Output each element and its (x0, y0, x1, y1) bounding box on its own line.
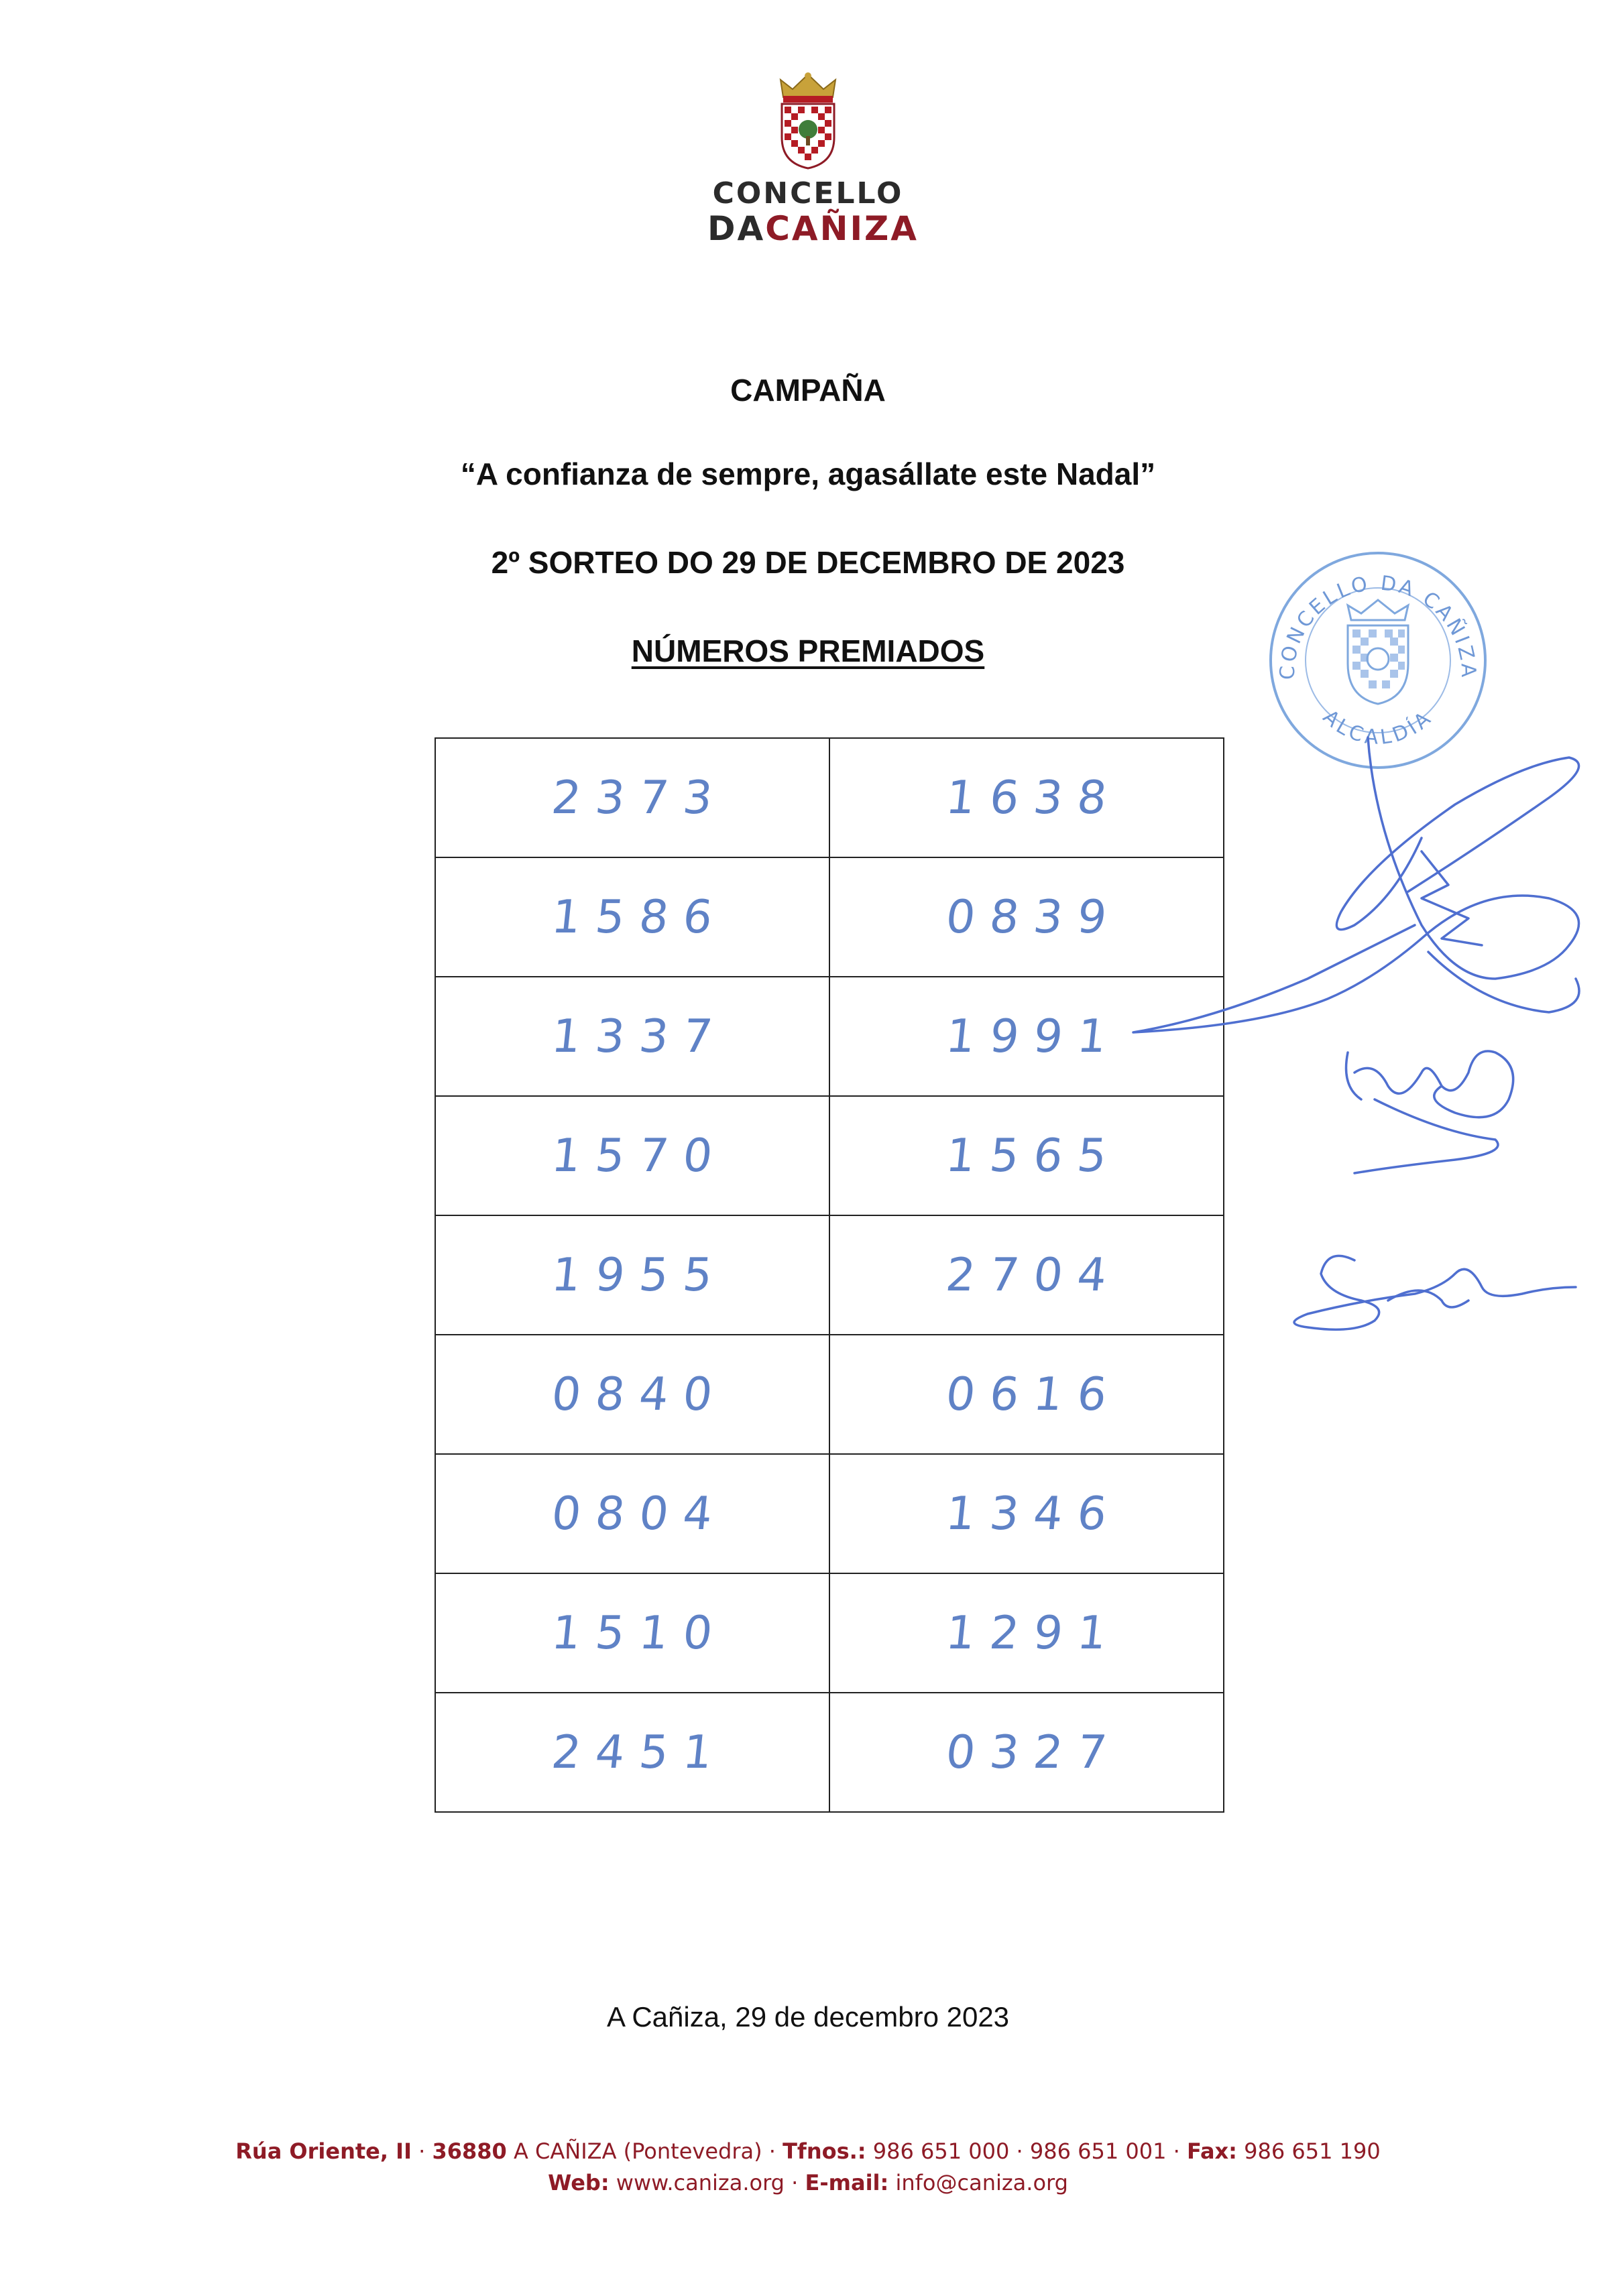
winning-number: 1346 (943, 1487, 1124, 1540)
signature-3 (1294, 1256, 1576, 1329)
table-row (435, 1215, 1224, 1335)
winning-number: 1570 (549, 1129, 730, 1183)
table-row (435, 1454, 1224, 1573)
footer-contact-line: Web: www.caniza.org · E-mail: info@caniza.org (548, 2170, 1068, 2195)
campaign-slogan: “A confianza de sempre, agasállate este Nadal” (460, 457, 1156, 491)
place-date: A Cañiza, 29 de decembro 2023 (606, 2001, 1010, 2033)
winning-number: 1991 (943, 1010, 1124, 1063)
campaign-title: CAMPAÑA (730, 373, 886, 408)
footer-phones: 986 651 000 · 986 651 001 (872, 2138, 1167, 2164)
logo-caniza-text: CAÑIZA (765, 209, 919, 248)
signature-1 (1133, 737, 1579, 1032)
footer-email-label: E-mail: (805, 2170, 889, 2195)
winning-number: 0839 (943, 890, 1124, 944)
footer-fax: 986 651 190 (1244, 2138, 1381, 2164)
table-row (435, 1693, 1224, 1812)
stamp-text-top: CONCELLO DA CAÑIZA (1275, 571, 1481, 680)
footer-web-label: Web: (548, 2170, 610, 2195)
coat-of-arms-icon (771, 70, 845, 171)
logo-name-text (707, 209, 919, 248)
winning-number: 2451 (549, 1726, 730, 1779)
winning-number-cell (435, 1335, 829, 1454)
footer-web-link[interactable]: www.caniza.org (616, 2170, 785, 2195)
concello-logo (707, 70, 919, 248)
table-row (435, 738, 1224, 857)
winning-number: 1565 (943, 1129, 1124, 1183)
winning-number-cell (435, 1096, 829, 1215)
winning-number-cell (435, 1454, 829, 1573)
table-row (435, 857, 1224, 977)
winning-number-cell (435, 977, 829, 1096)
footer-town: A CAÑIZA (Pontevedra) (513, 2138, 762, 2164)
winning-numbers-heading: NÚMEROS PREMIADOS (631, 633, 985, 668)
stamp-shield-icon (1348, 600, 1408, 704)
winning-number-cell (435, 857, 829, 977)
winning-number: 0327 (943, 1726, 1124, 1779)
winning-number: 0616 (943, 1368, 1124, 1421)
footer-address-line: Rúa Oriente, II · 36880 A CAÑIZA (Pontevedra) · Tfnos.: 986 651 000 · 986 651 001 · Fax: 986 651 190 (235, 2138, 1381, 2164)
winning-number: 1586 (549, 890, 730, 944)
winning-number-cell (435, 1693, 829, 1812)
winning-number: 1337 (549, 1010, 730, 1063)
winning-number: 2704 (943, 1248, 1124, 1302)
winning-number-cell (435, 738, 829, 857)
signature-2 (1346, 1051, 1513, 1117)
table-row (435, 977, 1224, 1096)
footer-address: Rúa Oriente, II (235, 2138, 412, 2164)
winning-number: 1638 (943, 771, 1124, 825)
winning-number-cell (435, 1215, 829, 1335)
winning-number: 1291 (943, 1606, 1124, 1660)
table-row (435, 1335, 1224, 1454)
winning-number: 1955 (549, 1248, 730, 1302)
winning-number: 2373 (549, 771, 730, 825)
stamp-text-bottom: ALCALDÍA (1318, 705, 1438, 750)
winning-number: 0840 (549, 1368, 730, 1421)
logo-da-text: DA (707, 209, 766, 248)
winning-number: 0804 (549, 1487, 730, 1540)
winning-number-cell (435, 1573, 829, 1693)
footer-email-link[interactable]: info@caniza.org (895, 2170, 1068, 2195)
table-row (435, 1573, 1224, 1693)
winning-number-cell (829, 1573, 1224, 1693)
draw-title: 2º SORTEO DO 29 DE DECEMBRO DE 2023 (491, 545, 1125, 580)
table-row (435, 1096, 1224, 1215)
logo-concello-text: CONCELLO (712, 176, 904, 210)
footer-fax-label: Fax: (1186, 2138, 1237, 2164)
winning-number: 1510 (549, 1606, 730, 1660)
footer-phones-label: Tfnos.: (783, 2138, 866, 2164)
footer-postal-code: 36880 (432, 2138, 507, 2164)
winning-number-cell (829, 1693, 1224, 1812)
signatures (1106, 724, 1589, 1354)
winning-number-cell (829, 1454, 1224, 1573)
